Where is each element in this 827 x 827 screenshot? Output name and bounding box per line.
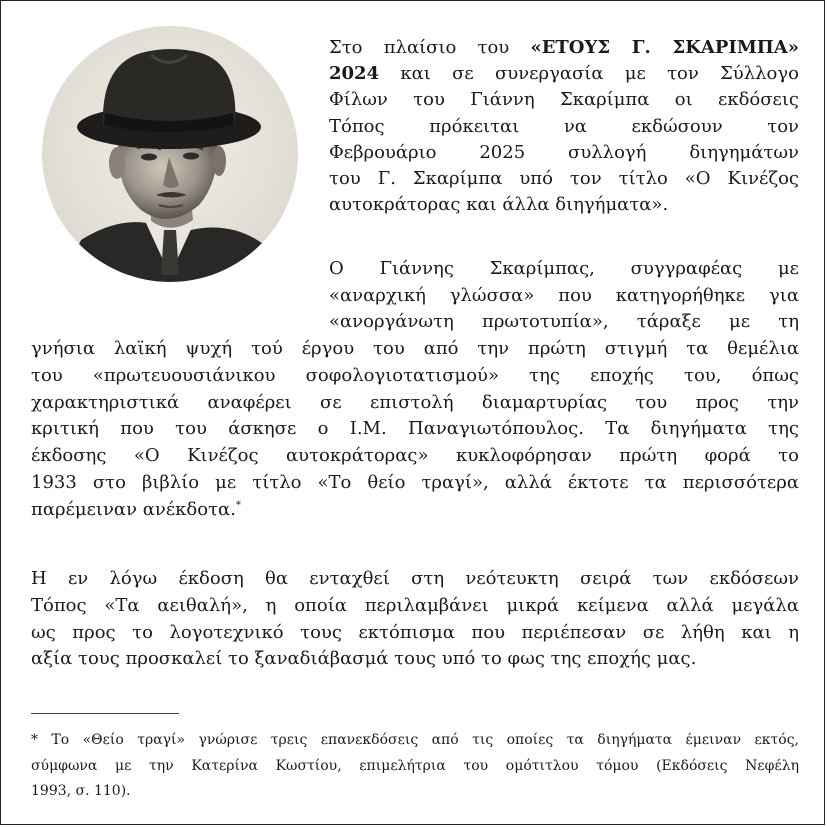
body-paragraph-3	[31, 566, 799, 673]
p2-line-7: κριτική που του άσκησε ο Ι.Μ. Παναγιωτόπουλος. Τα διηγήματα της	[31, 418, 799, 440]
p2-line-1: Ο Γιάννης Σκαρίμπας, συγγραφέας με	[329, 258, 799, 279]
author-portrait-image	[41, 25, 299, 283]
p3-line-3: ως προς το λογοτεχνικό τους εκτόπισμα που περιέπεσαν σε λήθη και η	[31, 621, 799, 643]
intro-line-7: αυτοκράτορας και άλλα διηγήματα».	[329, 194, 669, 216]
footnote-line-2: σύμφωνα με την Κατερίνα Κωστίου, επιμελήτρια του ομότιτλου τόμου (Εκδόσεις Νεφέλη	[31, 757, 799, 774]
footnote-marker: *	[235, 499, 241, 511]
intro-line-4: Τόπος πρόκειται να εκδώσουν τον	[329, 115, 799, 137]
intro-paragraph	[329, 35, 799, 218]
intro-line-6: του Γ. Σκαρίμπα υπό τον τίτλο «Ο Κινέζος	[329, 168, 799, 190]
intro-line-5: Φεβρουάριο 2025 συλλογή διηγημάτων	[329, 141, 799, 163]
body-paragraph-2	[31, 336, 799, 524]
p2-line-6: χαρακτηριστικά αναφέρει σε επιστολή διαμαρτυρίας του προς την	[31, 391, 799, 413]
intro-line-2-rest: και σε συνεργασία με τον Σύλλογο	[400, 63, 799, 85]
p2-line-3: «ανοργάνωτη πρωτοτυπία», τάραξε με τη	[329, 311, 799, 333]
p2-line-5: του «πρωτευουσιάνικου σοφολογιοτατισμού» της εποχής του, όπως	[31, 364, 799, 386]
intro-line-1: Στο πλαίσιο του	[329, 37, 510, 58]
p3-line-1: Η εν λόγω έκδοση θα ενταχθεί στη νεότευκτη σειρά των εκδόσεων	[31, 568, 799, 589]
footnote-divider	[31, 713, 179, 714]
p3-line-4: αξία τους προσκαλεί το ξαναδιάβασμά τους υπό το φως της εποχής μας.	[31, 648, 697, 670]
p3-line-2: Τόπος «Τα αειθαλή», η οποία περιλαμβάνει μικρά κείμενα αλλά μεγάλα	[31, 594, 799, 616]
p2-line-8: έκδοσης «Ο Κινέζος αυτοκράτορας» κυκλοφόρησαν πρώτη φορά το	[31, 445, 799, 467]
p2-line-2: «αναρχική γλώσσα» που κατηγορήθηκε για	[329, 284, 799, 306]
intro-line-3: Φίλων του Γιάννη Σκαρίμπα οι εκδόσεις	[329, 89, 799, 111]
footnote-line-1: * Το «Θείο τραγί» γνώρισε τρεις επανεκδόσεις από τις οποίες τα διηγήματα έμειναν εκτός,	[31, 732, 799, 748]
footnote-line-3: 1993, σ. 110).	[31, 783, 131, 799]
p2-line-9: 1933 στο βιβλίο με τίτλο «Το θείο τραγί», αλλά έκτοτε τα περισσότερα	[31, 471, 799, 493]
intro-year: 2024	[329, 63, 380, 85]
p2-line-10: παρέμειναν ανέκδοτα.	[31, 498, 236, 520]
body-paragraph-2-top	[329, 256, 799, 336]
footnote	[31, 728, 799, 805]
p2-line-4: γνήσια λαϊκή ψυχή τού έργου του από την πρώτη στιγμή τα θεμέλια	[31, 338, 799, 359]
event-title: «ΕΤΟΥΣ Γ. ΣΚΑΡΙΜΠΑ»	[530, 37, 799, 58]
